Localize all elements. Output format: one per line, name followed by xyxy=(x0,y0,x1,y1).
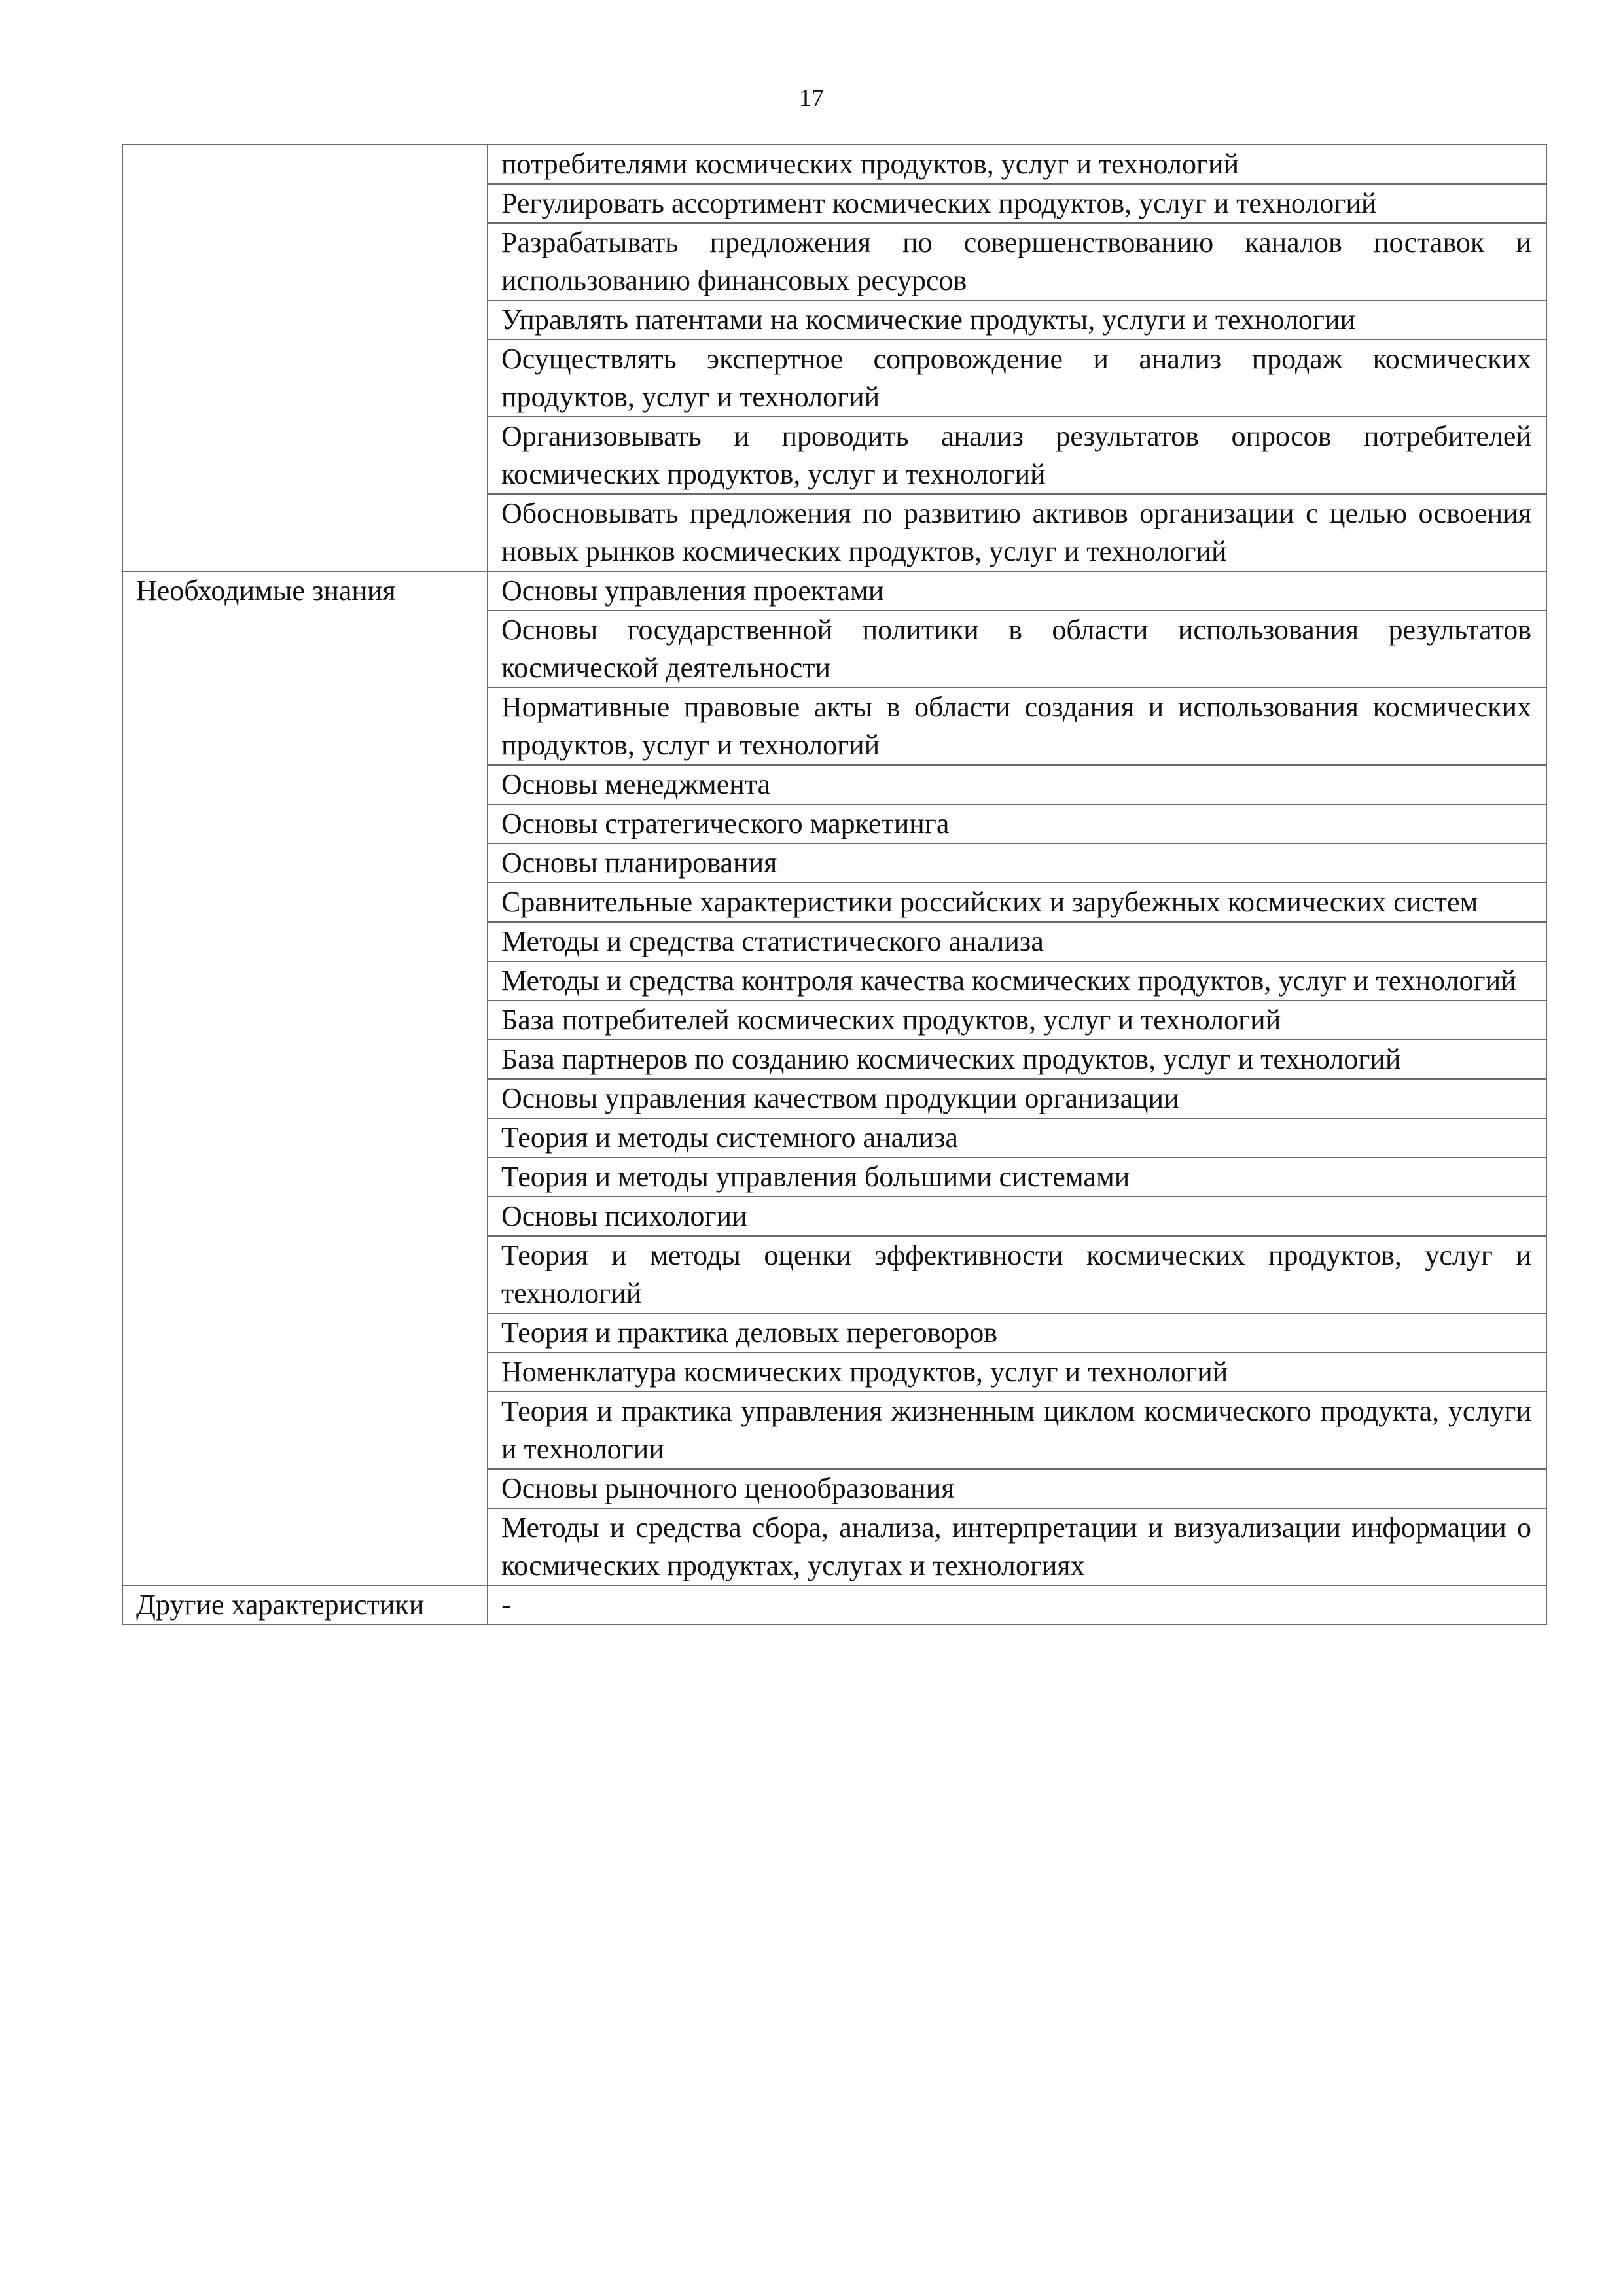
characteristics-table xyxy=(122,144,1547,1625)
table-row xyxy=(122,1585,1546,1625)
section-item: Основы управления качеством продукции организации xyxy=(488,1079,1546,1118)
section-item: Разрабатывать предложения по совершенствованию каналов поставок и использованию финансовых ресурсов xyxy=(488,223,1546,300)
section-item: - xyxy=(488,1585,1546,1625)
section-item: Основы психологии xyxy=(488,1197,1546,1236)
table-row xyxy=(122,571,1546,610)
table-row xyxy=(122,145,1546,184)
section-item: Сравнительные характеристики российских и зарубежных космических систем xyxy=(488,883,1546,922)
section-item: потребителями космических продуктов, услуг и технологий xyxy=(488,145,1546,184)
section-item: База потребителей космических продуктов, услуг и технологий xyxy=(488,1000,1546,1040)
section-label: Другие характеристики xyxy=(122,1585,488,1625)
section-item: Основы управления проектами xyxy=(488,571,1546,610)
section-item: База партнеров по созданию космических продуктов, услуг и технологий xyxy=(488,1040,1546,1079)
section-item: Регулировать ассортимент космических продуктов, услуг и технологий xyxy=(488,184,1546,223)
section-item: Теория и методы управления большими системами xyxy=(488,1157,1546,1197)
section-item: Теория и практика деловых переговоров xyxy=(488,1313,1546,1352)
section-label xyxy=(122,145,488,571)
section-item: Основы рыночного ценообразования xyxy=(488,1469,1546,1508)
section-item: Методы и средства сбора, анализа, интерпретации и визуализации информации о космических продуктах, услугах и технологиях xyxy=(488,1508,1546,1585)
section-item: Основы планирования xyxy=(488,843,1546,883)
section-label: Необходимые знания xyxy=(122,571,488,1585)
section-item: Основы стратегического маркетинга xyxy=(488,804,1546,843)
section-item: Методы и средства контроля качества космических продуктов, услуг и технологий xyxy=(488,961,1546,1000)
section-item: Основы менеджмента xyxy=(488,765,1546,804)
table-body xyxy=(122,145,1546,1625)
section-item: Организовывать и проводить анализ результатов опросов потребителей космических продуктов, услуг и технологий xyxy=(488,417,1546,494)
page-number: 17 xyxy=(799,84,824,112)
section-item: Теория и методы системного анализа xyxy=(488,1118,1546,1157)
section-item: Теория и практика управления жизненным циклом космического продукта, услуги и технологии xyxy=(488,1392,1546,1469)
section-item: Управлять патентами на космические продукты, услуги и технологии xyxy=(488,300,1546,340)
section-item: Теория и методы оценки эффективности космических продуктов, услуг и технологий xyxy=(488,1236,1546,1313)
section-item: Осуществлять экспертное сопровождение и анализ продаж космических продуктов, услуг и технологий xyxy=(488,340,1546,417)
section-item: Нормативные правовые акты в области создания и использования космических продуктов, услуг и технологий xyxy=(488,688,1546,765)
section-item: Обосновывать предложения по развитию активов организации с целью освоения новых рынков космических продуктов, услуг и технологий xyxy=(488,494,1546,571)
section-item: Основы государственной политики в области использования результатов космической деятельности xyxy=(488,610,1546,688)
section-item: Номенклатура космических продуктов, услуг и технологий xyxy=(488,1352,1546,1392)
section-item: Методы и средства статистического анализа xyxy=(488,922,1546,961)
